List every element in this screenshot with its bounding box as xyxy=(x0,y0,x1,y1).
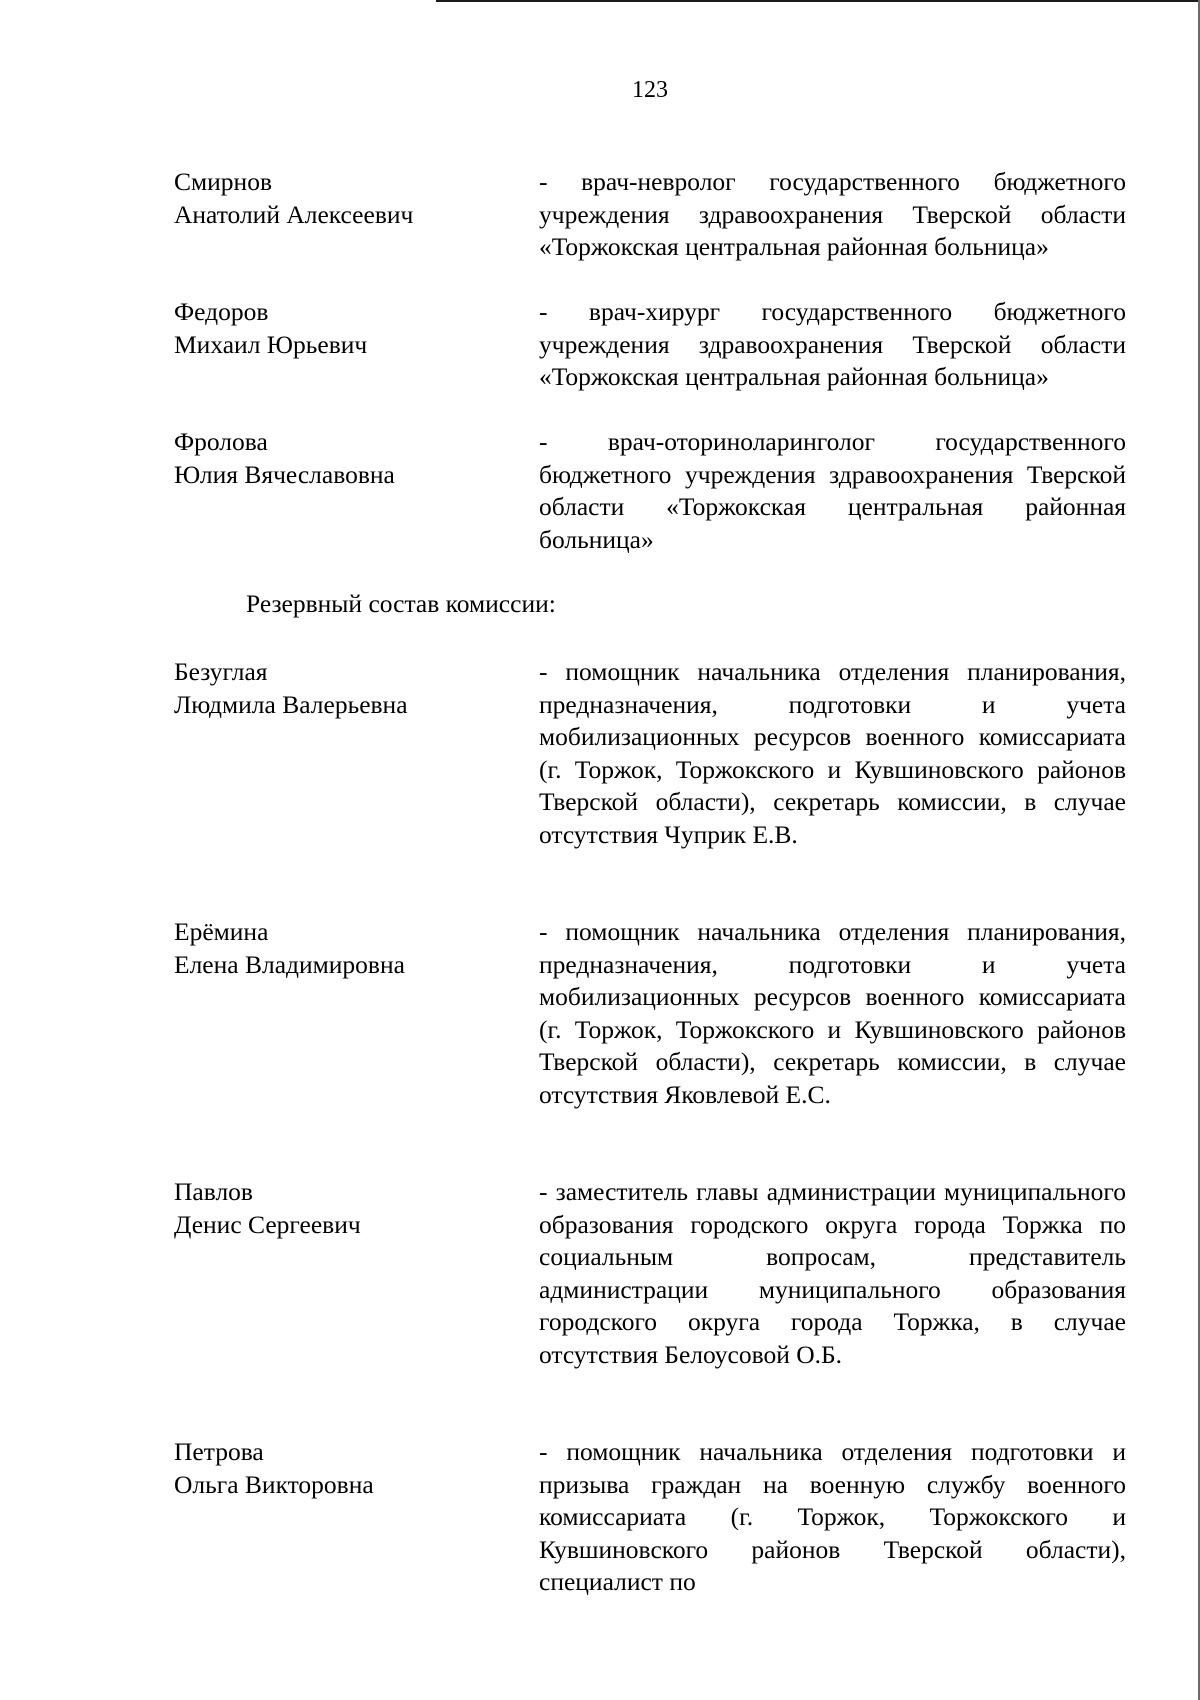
member-role: - помощник начальника отделения планирования, предназначения, подготовки и учета мобилизационных ресурсов военного комиссариата (г. Торжок, Торжокского и Кувшиновского районов Тверской области), секретарь комиссии, в случае отсутствия Яковлевой Е.С. xyxy=(539,917,1126,1109)
member-name xyxy=(174,166,494,231)
reserve-section-title: Резервный состав комиссии: xyxy=(246,589,556,618)
member-given-names: Юлия Вячеславовна xyxy=(174,459,395,489)
member-surname: Фролова xyxy=(174,427,268,456)
top-border-line xyxy=(436,0,1200,2)
member-given-names: Денис Сергеевич xyxy=(174,1209,361,1239)
member-surname: Смирнов xyxy=(174,167,272,196)
member-role: - врач-хирург государственного бюджетного учреждения здравоохранения Тверской области «Торжокская центральная районная больница» xyxy=(539,297,1126,392)
member-role: - помощник начальника отделения планирования, предназначения, подготовки и учета мобилизационных ресурсов военного комиссариата (г. Торжок, Торжокского и Кувшиновского районов Тверской области), секретарь комиссии, в случае отсутствия Чуприк Е.В. xyxy=(539,657,1126,849)
member-name xyxy=(174,656,494,721)
member-name xyxy=(174,1436,494,1501)
member-given-names: Людмила Валерьевна xyxy=(174,689,408,719)
member-role: - помощник начальника отделения подготовки и призыва граждан на военную службу военного комиссариата (г. Торжок, Торжокского и Кувшиновского районов Тверской области), специалист по xyxy=(539,1437,1126,1597)
member-name xyxy=(174,426,494,491)
member-surname: Федоров xyxy=(174,297,269,326)
member-given-names: Елена Владимировна xyxy=(174,949,405,979)
member-given-names: Михаил Юрьевич xyxy=(174,329,368,359)
member-surname: Павлов xyxy=(174,1177,253,1206)
member-name xyxy=(174,1176,494,1241)
member-surname: Петрова xyxy=(174,1437,264,1466)
page-number: 123 xyxy=(632,77,668,103)
member-role: - врач-невролог государственного бюджетного учреждения здравоохранения Тверской области «Торжокская центральная районная больница» xyxy=(539,167,1126,262)
member-given-names: Ольга Викторовна xyxy=(174,1469,374,1499)
member-name xyxy=(174,916,494,981)
member-role: - врач-оториноларинголог государственного бюджетного учреждения здравоохранения Тверской области «Торжокская центральная районная больница» xyxy=(539,427,1126,554)
member-given-names: Анатолий Алексеевич xyxy=(174,199,414,229)
member-name xyxy=(174,296,494,361)
member-role: - заместитель главы администрации муниципального образования городского округа города Торжка по социальным вопросам, представитель администрации муниципального образования городского округа города Торжка, в случае отсутствия Белоусовой О.Б. xyxy=(539,1177,1126,1369)
member-surname: Безуглая xyxy=(174,657,268,686)
member-surname: Ерёмина xyxy=(174,917,269,946)
